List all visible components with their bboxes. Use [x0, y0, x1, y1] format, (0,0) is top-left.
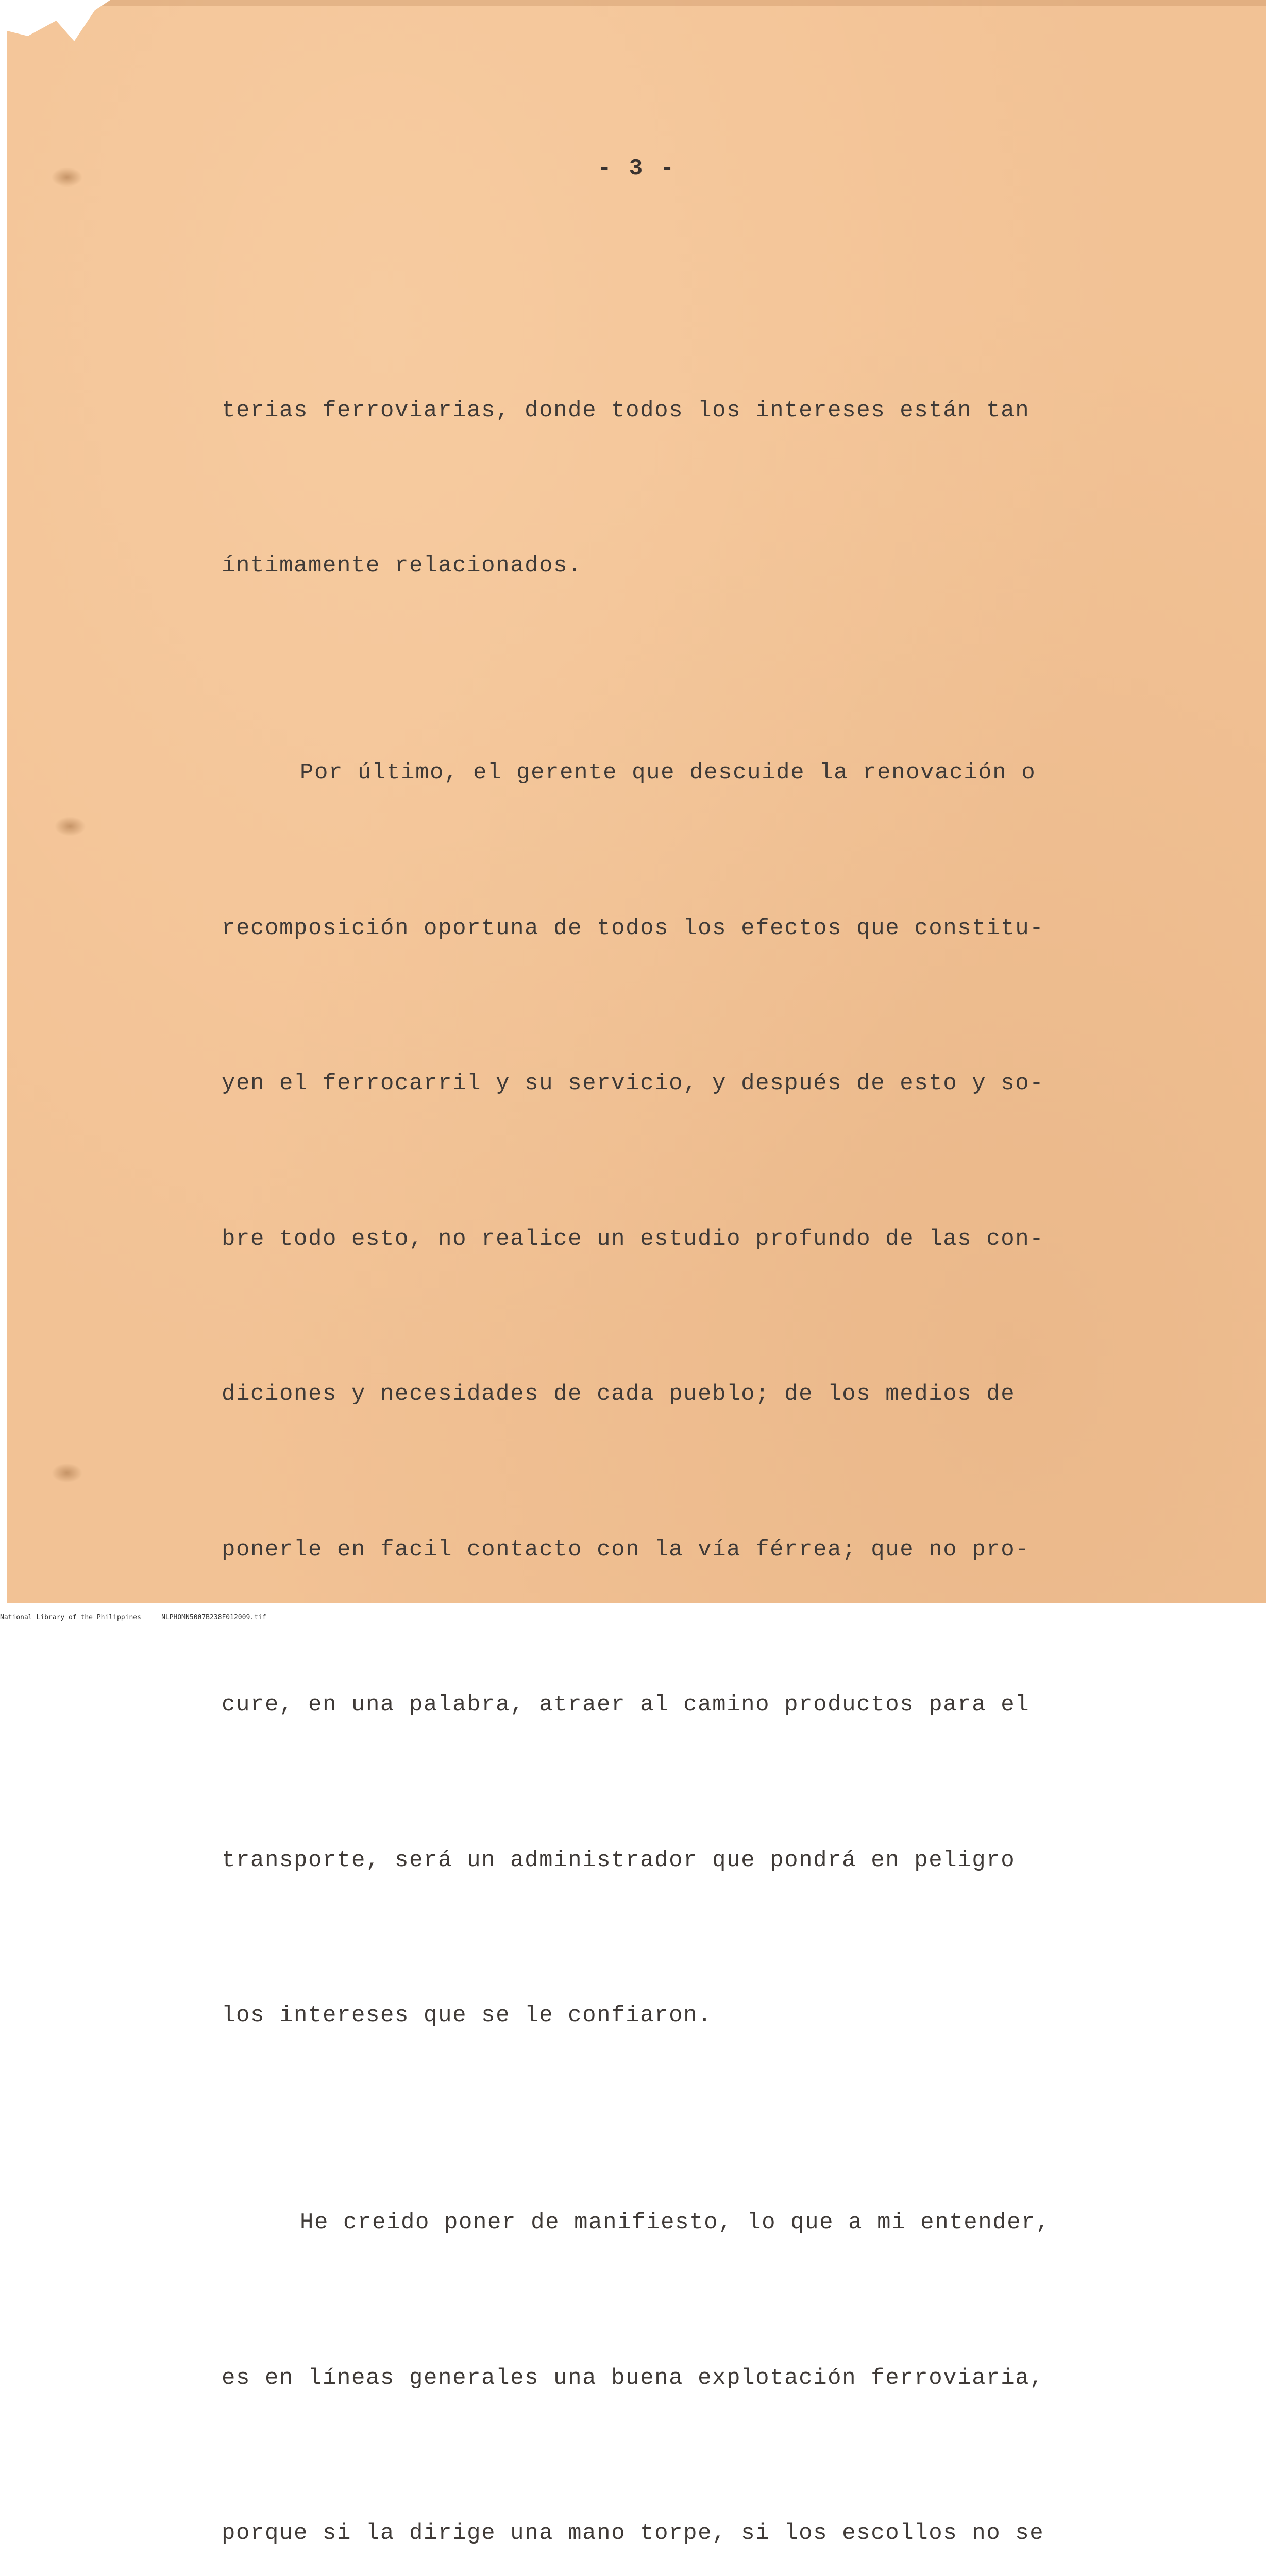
- text-line: transporte, será un administrador que pondrá en peligro: [222, 1847, 1016, 1873]
- text-line: recomposición oportuna de todos los efectos que constitu-: [222, 915, 1044, 941]
- text-line: ponerle en facil contacto con la vía férrea; que no pro-: [222, 1536, 1030, 1563]
- scan-footer: [0, 1614, 266, 1621]
- text-line: He creido poner de manifiesto, lo que a mi entender,: [300, 2210, 1051, 2235]
- punch-hole-bottom: [52, 1463, 82, 1483]
- text-line: diciones y necesidades de cada pueblo; de los medios de: [222, 1381, 1016, 1407]
- punch-hole-middle: [55, 817, 86, 836]
- text-line: bre todo esto, no realice un estudio profundo de las con-: [222, 1226, 1044, 1252]
- text-line: porque si la dirige una mano torpe, si los escollos no se: [222, 2520, 1044, 2546]
- top-edge-shadow: [7, 0, 1266, 6]
- footer-institution: National Library of the Philippines: [0, 1614, 141, 1621]
- footer-file: NLPHOMN5007B238F012009.tif: [161, 1614, 266, 1621]
- text-line: es en líneas generales una buena explotación ferroviaria,: [222, 2365, 1044, 2391]
- punch-hole-top: [52, 167, 82, 187]
- typed-body-text: [222, 229, 1139, 2576]
- text-line: cure, en una palabra, atraer al camino productos para el: [222, 1692, 1030, 1718]
- text-line: yen el ferrocarril y su servicio, y después de esto y so-: [222, 1071, 1044, 1096]
- text-line: los intereses que se le confiaron.: [222, 2003, 713, 2028]
- text-line: terias ferroviarias, donde todos los intereses están tan: [222, 397, 1030, 423]
- text-line: íntimamente relacionados.: [222, 553, 583, 579]
- page-number: - 3 -: [598, 156, 677, 181]
- text-line: Por último, el gerente que descuide la renovación o: [300, 760, 1036, 786]
